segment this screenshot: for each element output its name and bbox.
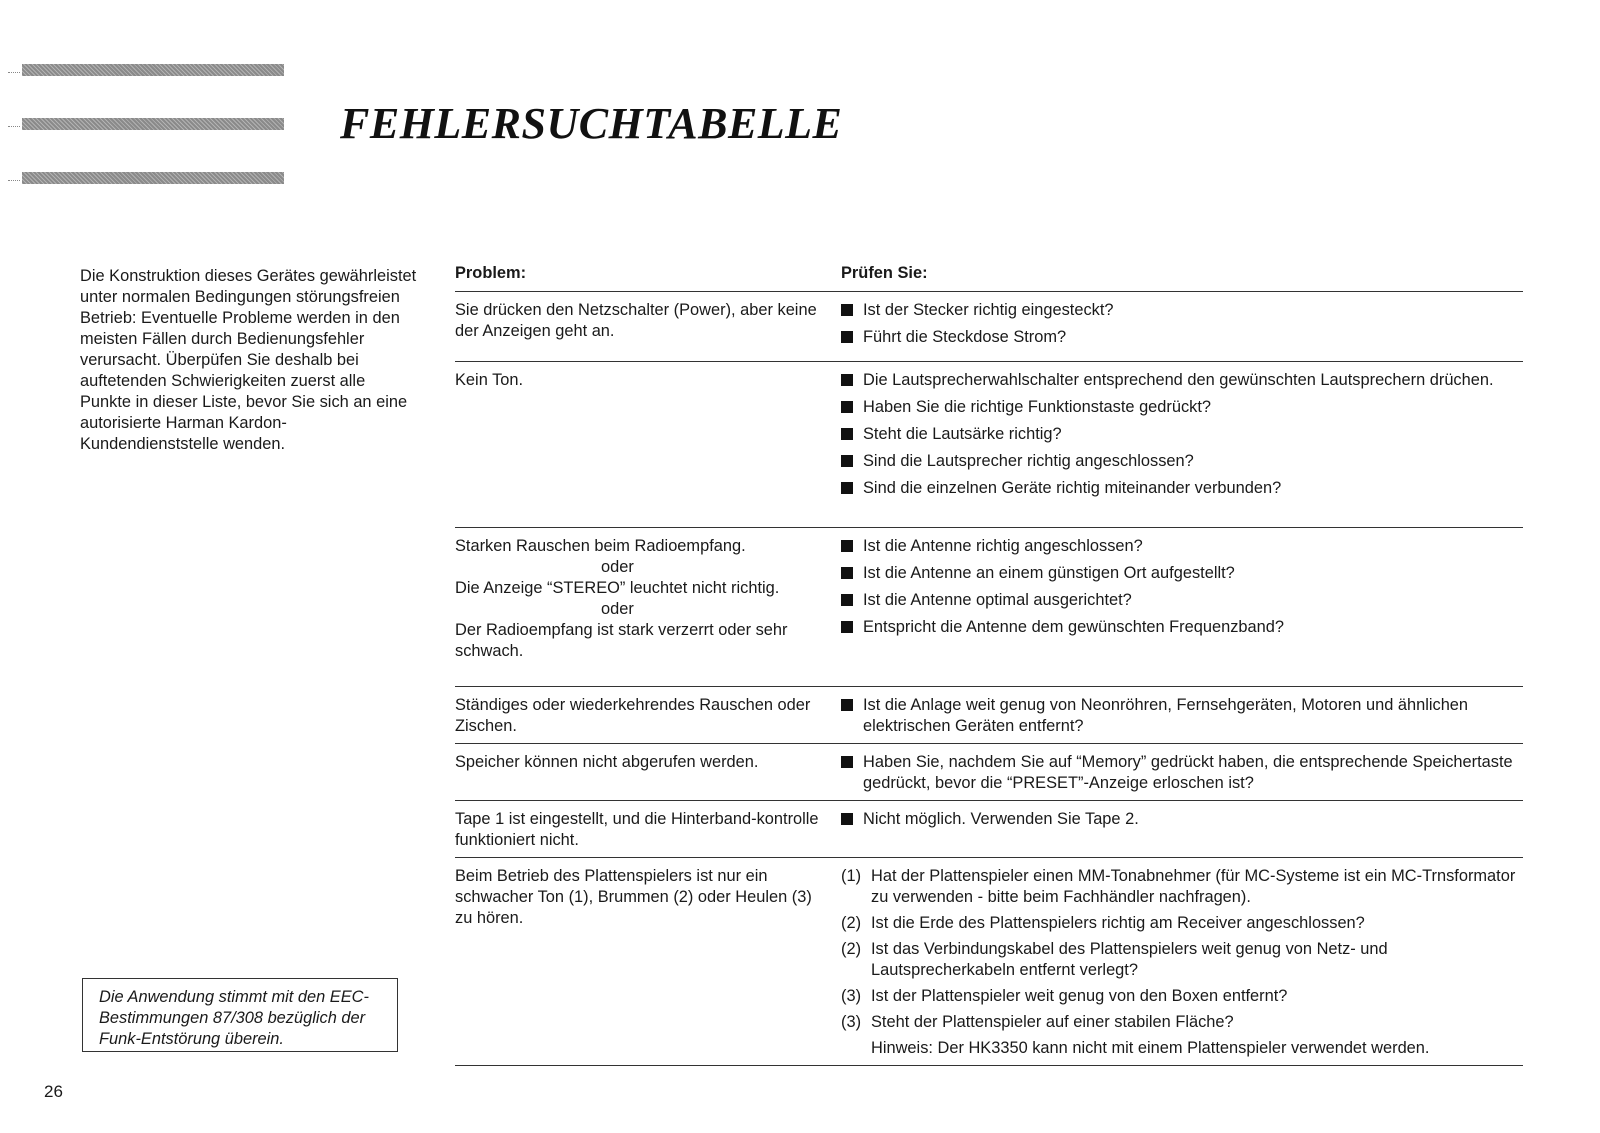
check-cell [841, 866, 1523, 1059]
bullet-square-icon [841, 455, 853, 467]
header-problem: Problem: [455, 264, 527, 282]
note-text: Hinweis: Der HK3350 kann nicht mit einem Plattenspieler verwendet werden. [871, 1039, 1430, 1057]
problem-text: Speicher können nicht abgerufen werden. [455, 753, 759, 771]
problem-text: Tape 1 ist eingestellt, und die Hinterband-kontrolle funktioniert nicht. [455, 810, 819, 849]
check-item: Haben Sie, nachdem Sie auf “Memory” gedrückt haben, die entsprechende Speichertaste gedrückt, bevor die “PRESET”-Anzeige erloschen ist? [841, 752, 1523, 794]
check-cell [841, 752, 1523, 794]
check-item: Sind die einzelnen Geräte richtig miteinander verbunden? [841, 478, 1523, 500]
check-item: Ist die Antenne an einem günstigen Ort aufgestellt? [841, 563, 1523, 585]
numbered-check-item: (3) Ist der Plattenspieler weit genug von den Boxen entfernt? [841, 987, 1288, 1005]
numbered-check-item: (1) Hat der Plattenspieler einen MM-Tonabnehmer (für MC-Systeme ist ein MC-Trnsformator zu verwenden - bitte beim Fachhändler nachfragen). [841, 867, 1516, 906]
bullet-square-icon [841, 699, 853, 711]
problem-text: Die Anzeige “STEREO” leuchtet nicht richtig. [455, 579, 780, 597]
check-item: Sind die Lautsprecher richtig angeschlossen? [841, 451, 1523, 473]
check-item: Führt die Steckdose Strom? [841, 327, 1523, 349]
problem-conjunction: oder [601, 558, 634, 576]
eec-notice-box: Die Anwendung stimmt mit den EEC-Bestimmungen 87/308 bezüglich der Funk-Entstörung überein. [82, 978, 398, 1052]
check-item: Nicht möglich. Verwenden Sie Tape 2. [841, 809, 1523, 831]
problem-cell [455, 866, 841, 1059]
check-item: Steht die Lautsärke richtig? [841, 424, 1523, 446]
decorative-bar-middle [22, 118, 284, 130]
bullet-square-icon [841, 594, 853, 606]
check-item: Ist die Antenne richtig angeschlossen? [841, 536, 1523, 558]
problem-conjunction: oder [601, 600, 634, 618]
table-row [455, 292, 1523, 362]
problem-cell [455, 370, 841, 521]
check-cell [841, 809, 1523, 851]
bullet-square-icon [841, 374, 853, 386]
check-cell [841, 370, 1523, 521]
problem-cell [455, 752, 841, 794]
header-check: Prüfen Sie: [841, 264, 928, 282]
check-item: Die Lautsprecherwahlschalter entsprechend den gewünschten Lautsprechern drüchen. [841, 370, 1523, 392]
bullet-square-icon [841, 401, 853, 413]
check-cell [841, 300, 1523, 355]
table-header [455, 264, 1523, 292]
check-item: Haben Sie die richtige Funktionstaste gedrückt? [841, 397, 1523, 419]
problem-text: Der Radioempfang ist stark verzerrt oder sehr schwach. [455, 621, 788, 660]
table-row [455, 801, 1523, 858]
bullet-square-icon [841, 756, 853, 768]
numbered-check-item: (2) Ist die Erde des Plattenspielers richtig am Receiver angeschlossen? [841, 914, 1365, 932]
check-item: Ist die Antenne optimal ausgerichtet? [841, 590, 1523, 612]
numbered-check-item: (3) Steht der Plattenspieler auf einer stabilen Fläche? [841, 1013, 1234, 1031]
bullet-square-icon [841, 304, 853, 316]
problem-text: Ständiges oder wiederkehrendes Rauschen oder Zischen. [455, 696, 811, 735]
numbered-check-item: (2) Ist das Verbindungskabel des Plattenspielers weit genug von Netz- und Lautsprecherkabeln entfernt verlegt? [841, 940, 1388, 979]
intro-text: Die Konstruktion dieses Gerätes gewährleistet unter normalen Bedingungen störungsfreien Betrieb: Eventuelle Probleme werden in den meisten Fällen durch Bedienungsfehler verursacht. Überpüfen Sie deshalb bei auftetenden Schwierigkeiten zuerst alle Punkte in dieser Liste, bevor Sie sich an eine autorisierte Harman Kardon-Kundendienststelle wenden. [80, 267, 417, 453]
problem-text: Kein Ton. [455, 371, 524, 389]
check-cell [841, 536, 1523, 680]
problem-text: Beim Betrieb des Plattenspielers ist nur ein schwacher Ton (1), Brummen (2) oder Heulen (3) zu hören. [455, 867, 812, 927]
bullet-square-icon [841, 621, 853, 633]
troubleshooting-table [455, 264, 1523, 1066]
bullet-square-icon [841, 567, 853, 579]
check-item: Ist die Anlage weit genug von Neonröhren, Fernsehgeräten, Motoren und ähnlichen elektrischen Geräten entfernt? [841, 695, 1523, 737]
bullet-square-icon [841, 428, 853, 440]
bullet-square-icon [841, 331, 853, 343]
problem-text: Sie drücken den Netzschalter (Power), aber keine der Anzeigen geht an. [455, 301, 817, 340]
problem-cell [455, 536, 841, 680]
table-row [455, 528, 1523, 687]
problem-cell [455, 809, 841, 851]
bullet-square-icon [841, 482, 853, 494]
problem-cell [455, 300, 841, 355]
page-number: 26 [44, 1082, 63, 1101]
check-cell [841, 695, 1523, 737]
bullet-square-icon [841, 540, 853, 552]
problem-cell [455, 695, 841, 737]
table-row [455, 744, 1523, 801]
check-item: Ist der Stecker richtig eingesteckt? [841, 300, 1523, 322]
decorative-bar-top [22, 64, 284, 76]
check-item: Entspricht die Antenne dem gewünschten Frequenzband? [841, 617, 1523, 639]
problem-text: Starken Rauschen beim Radioempfang. [455, 537, 746, 555]
bullet-square-icon [841, 813, 853, 825]
page-title: FEHLERSUCHTABELLE [340, 99, 843, 148]
table-row [455, 362, 1523, 528]
decorative-bar-bottom [22, 172, 284, 184]
table-row [455, 687, 1523, 744]
table-row [455, 858, 1523, 1066]
